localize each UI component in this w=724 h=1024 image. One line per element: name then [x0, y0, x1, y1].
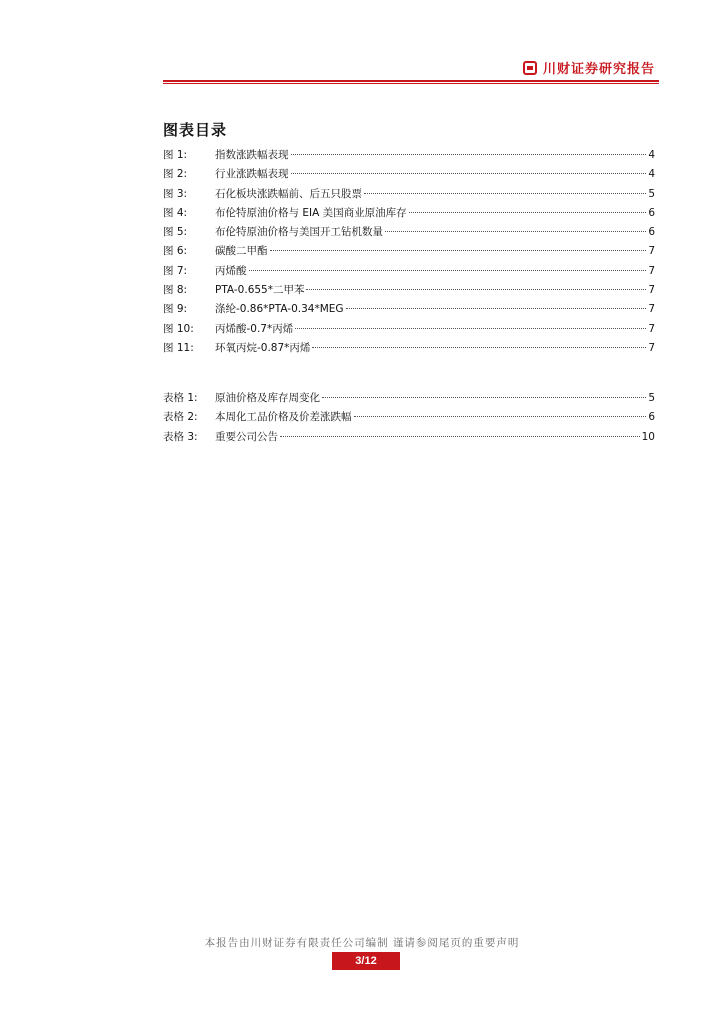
figure-entry-page: 7: [648, 322, 655, 335]
figure-entry-page: 7: [648, 245, 655, 258]
figure-entry-title: 石化板块涨跌幅前、后五只股票: [215, 187, 362, 200]
figure-entry-number: 图 4:: [163, 206, 188, 219]
dot-leader: [346, 308, 647, 309]
figure-entry[interactable]: [163, 146, 655, 165]
table-list: [163, 389, 655, 447]
table-entry-number: 表格 3:: [163, 430, 198, 443]
figure-entry[interactable]: [163, 320, 655, 339]
table-entry-page: 10: [641, 430, 655, 443]
dot-leader: [270, 250, 647, 251]
toc-title: 图表目录: [163, 121, 228, 139]
table-entry-number: 表格 2:: [163, 411, 198, 424]
dot-leader: [295, 328, 646, 329]
figure-entry[interactable]: [163, 281, 655, 300]
figure-entry-title: PTA-0.655*二甲苯: [215, 284, 305, 297]
dot-leader: [364, 193, 646, 194]
dot-leader: [354, 416, 647, 417]
dot-leader: [249, 270, 647, 271]
figure-entry-number: 图 7:: [163, 264, 188, 277]
page-header: [163, 58, 659, 82]
figure-entry-page: 4: [648, 149, 655, 161]
dot-leader: [385, 231, 646, 232]
table-entry[interactable]: [163, 389, 655, 408]
table-entry-page: 5: [648, 392, 655, 404]
header-rule-thin: [163, 83, 659, 84]
figure-entry-title: 布伦特原油价格与美国开工钻机数量: [215, 226, 383, 239]
figure-entry[interactable]: [163, 204, 655, 223]
footer-disclaimer: 本报告由川财证券有限责任公司编制 谨请参阅尾页的重要声明: [204, 937, 520, 949]
figure-entry-title: 丙烯酸-0.7*丙烯: [215, 322, 294, 335]
figure-entry-number: 图 3:: [163, 187, 188, 200]
brand-logo-icon: [523, 61, 537, 75]
dot-leader: [291, 173, 647, 174]
figure-entry[interactable]: [163, 262, 655, 281]
dot-leader: [306, 289, 646, 290]
figure-entry-page: 7: [648, 264, 655, 277]
figure-entry-page: 7: [648, 303, 655, 316]
figure-entry[interactable]: [163, 300, 655, 319]
figure-entry-number: 图 1:: [163, 149, 188, 161]
table-entry[interactable]: [163, 408, 655, 427]
figure-entry-page: 7: [648, 341, 655, 354]
brand: [523, 58, 655, 77]
figure-entry[interactable]: [163, 223, 655, 242]
figure-entry[interactable]: [163, 242, 655, 261]
figure-entry-title: 碳酸二甲酯: [215, 245, 268, 258]
table-entry-title: 重要公司公告: [215, 430, 278, 443]
figure-entry-number: 图 5:: [163, 226, 188, 239]
figure-entry-number: 图 6:: [163, 245, 188, 258]
figure-entry-page: 4: [648, 168, 655, 181]
page-number-badge: 3/12: [332, 952, 400, 970]
figure-entry-title: 涤纶-0.86*PTA-0.34*MEG: [215, 303, 344, 316]
table-entry-title: 原油价格及库存周变化: [215, 392, 320, 404]
figure-entry-number: 图 10:: [163, 322, 194, 335]
figure-entry-page: 6: [648, 226, 655, 239]
figure-entry-title: 布伦特原油价格与 EIA 美国商业原油库存: [215, 206, 407, 219]
figure-entry-title: 丙烯酸: [215, 264, 247, 277]
dot-leader: [322, 397, 646, 398]
figure-entry[interactable]: [163, 339, 655, 358]
brand-name: 川财证券研究报告: [542, 62, 655, 77]
dot-leader: [409, 212, 647, 213]
figure-entry-number: 图 2:: [163, 168, 188, 181]
table-entry[interactable]: [163, 428, 655, 447]
figure-entry-number: 图 9:: [163, 303, 188, 316]
dot-leader: [280, 436, 640, 437]
figure-entry-page: 7: [648, 284, 655, 297]
header-rule: [163, 80, 659, 82]
dot-leader: [312, 347, 646, 348]
table-entry-number: 表格 1:: [163, 392, 198, 404]
figure-entry-page: 5: [648, 187, 655, 200]
figure-entry-number: 图 11:: [163, 341, 194, 354]
figure-entry-title: 行业涨跌幅表现: [215, 168, 289, 181]
figure-entry-number: 图 8:: [163, 284, 188, 297]
figure-list: [163, 146, 655, 358]
figure-entry-title: 环氧丙烷-0.87*丙烯: [215, 341, 311, 354]
table-entry-page: 6: [648, 411, 655, 424]
figure-entry[interactable]: [163, 165, 655, 184]
table-entry-title: 本周化工品价格及价差涨跌幅: [215, 411, 352, 424]
figure-entry-page: 6: [648, 206, 655, 219]
figure-entry[interactable]: [163, 185, 655, 204]
figure-entry-title: 指数涨跌幅表现: [215, 149, 289, 161]
dot-leader: [291, 154, 647, 155]
